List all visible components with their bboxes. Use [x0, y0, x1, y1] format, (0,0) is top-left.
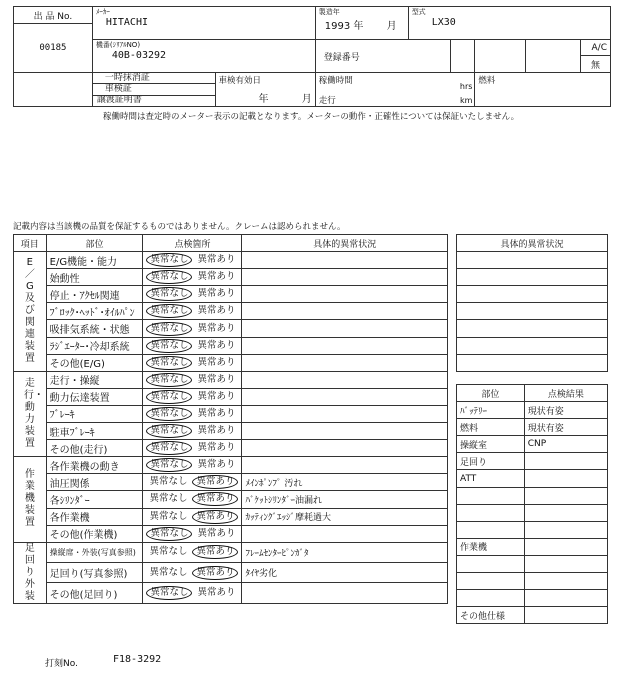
category-label: E／G及び関連装置	[24, 257, 35, 365]
table-row	[14, 286, 448, 303]
part-label: 各ｼﾘﾝﾀﾞｰ	[46, 491, 143, 508]
table-row	[14, 320, 448, 337]
fuel-label: 燃料	[478, 76, 496, 86]
table-row	[14, 371, 448, 388]
part-label: 動力伝達装置	[46, 388, 143, 405]
detail-text	[242, 252, 448, 269]
status-normal: 異常なし	[146, 441, 192, 455]
status-abnormal: 異常あり	[197, 459, 236, 471]
distance-label: 走行	[318, 96, 336, 106]
category-label: 作業機装置	[24, 469, 35, 529]
result-value	[524, 521, 607, 538]
table-row	[14, 440, 448, 457]
part-label: 始動性	[46, 269, 143, 286]
result-row	[457, 573, 608, 590]
check-status	[143, 286, 242, 303]
maker-label: ﾒｰｶｰ	[95, 8, 110, 16]
detail-blank-cell	[457, 354, 608, 371]
month-unit: 月	[386, 21, 397, 32]
status-abnormal: 異常あり	[197, 254, 236, 266]
table-row	[14, 583, 448, 603]
status-abnormal: 異常あり	[197, 442, 236, 454]
detail-text	[242, 525, 448, 542]
status-abnormal: 異常あり	[192, 475, 238, 489]
ac-value: 無	[580, 56, 610, 73]
hours-unit: hrs	[459, 82, 473, 91]
detail-text	[242, 320, 448, 337]
result-part	[457, 504, 525, 521]
status-abnormal: 異常あり	[197, 587, 236, 599]
serial-value: 40B-03292	[111, 50, 167, 61]
detail-text	[242, 354, 448, 371]
table-row	[14, 388, 448, 405]
check-status	[143, 525, 242, 542]
detail-blank-cell	[457, 286, 608, 303]
result-value	[524, 607, 607, 624]
table-row	[14, 525, 448, 542]
part-label: 足回り(写真参照)	[46, 563, 143, 583]
table-row	[14, 405, 448, 422]
inspection-month-unit: 月	[301, 94, 312, 105]
detail-blank-cell	[457, 252, 608, 269]
result-part: 足回り	[457, 453, 525, 470]
serial-label: 機番(ｼﾘｱﾙNO)	[95, 41, 141, 49]
result-value	[524, 487, 607, 504]
part-label: その他(作業機)	[46, 525, 143, 542]
reg-number-label: 登録番号	[315, 40, 451, 73]
status-abnormal: 異常あり	[192, 510, 238, 524]
detail-text	[242, 269, 448, 286]
check-status	[143, 320, 242, 337]
right-detail-table	[456, 234, 608, 372]
result-row	[457, 487, 608, 504]
result-row	[457, 555, 608, 572]
status-normal: 異常なし	[146, 253, 192, 267]
note-disclaimer: 記載内容は当該機の品質を保証するものではありません。クレームは認められません。	[13, 222, 346, 232]
table-row	[14, 474, 448, 491]
result-row	[457, 470, 608, 487]
inspection-table	[13, 234, 448, 604]
model-label: 型式	[411, 8, 426, 16]
part-label: その他(E/G)	[46, 354, 143, 371]
result-value	[524, 470, 607, 487]
cert-vehicle-label: 車検証	[92, 84, 215, 95]
inspection-date-label: 車検有効日	[218, 76, 262, 86]
status-abnormal: 異常あり	[192, 545, 238, 559]
result-part: ATT	[457, 470, 525, 487]
category-cell	[14, 252, 47, 372]
result-part: ﾊﾞｯﾃﾘｰ	[457, 402, 525, 419]
status-normal: 異常なし	[146, 304, 192, 318]
check-status	[143, 252, 242, 269]
detail-text	[242, 303, 448, 320]
part-label: ﾌﾞﾛｯｸ･ﾍｯﾄﾞ･ｵｲﾙﾊﾟﾝ	[46, 303, 143, 320]
check-status	[143, 440, 242, 457]
result-part	[457, 555, 525, 572]
table-row	[14, 252, 448, 269]
check-status	[143, 423, 242, 440]
status-abnormal: 異常あり	[197, 339, 236, 351]
detail-blank-cell	[457, 303, 608, 320]
table-row	[14, 563, 448, 583]
cert-transfer-label: 譲渡証明書	[92, 95, 215, 106]
result-row	[457, 504, 608, 521]
status-normal: 異常なし	[149, 510, 188, 522]
note-hours: 稼働時間は査定時のメーター表示の記載となります。メーターの動作・正確性については保証いたしません。	[103, 112, 520, 122]
detail-text: ｶｯﾃｨﾝｸﾞｴｯｼﾞ摩耗過大	[242, 508, 448, 525]
detail-blank-cell	[457, 269, 608, 286]
year-label: 製造年	[318, 8, 340, 16]
part-label: 走行・操縦	[46, 371, 143, 388]
category-cell	[14, 371, 47, 456]
check-status	[143, 371, 242, 388]
model-value: LX30	[431, 17, 456, 28]
check-status	[143, 269, 242, 286]
category-cell	[14, 542, 47, 603]
status-normal: 異常なし	[149, 493, 188, 505]
check-status	[143, 337, 242, 354]
status-normal: 異常なし	[146, 586, 192, 600]
check-status	[143, 354, 242, 371]
part-label: 駐車ﾌﾞﾚｰｷ	[46, 423, 143, 440]
result-header-part: 部位	[457, 385, 525, 402]
table-row	[14, 491, 448, 508]
table-row	[14, 542, 448, 562]
check-status	[143, 457, 242, 474]
detail-text: ﾌﾚｰﾑｾﾝﾀｰﾋﾟﾝｶﾞﾀ	[242, 542, 448, 562]
status-abnormal: 異常あり	[197, 407, 236, 419]
year-value: 1993	[324, 21, 351, 32]
table-row	[14, 423, 448, 440]
inspection-year-unit: 年	[258, 94, 269, 105]
status-abnormal: 異常あり	[197, 305, 236, 317]
result-part	[457, 573, 525, 590]
part-label: 各作業機	[46, 508, 143, 525]
status-abnormal: 異常あり	[197, 288, 236, 300]
status-normal: 異常なし	[146, 458, 192, 472]
status-normal: 異常なし	[146, 407, 192, 421]
status-normal: 異常なし	[149, 546, 188, 558]
result-row	[457, 607, 608, 624]
table-row	[14, 269, 448, 286]
detail-text	[242, 405, 448, 422]
result-value	[524, 590, 607, 607]
maker-value: HITACHI	[105, 17, 148, 28]
result-part: 操縦室	[457, 436, 525, 453]
status-abnormal: 異常あり	[197, 425, 236, 437]
result-part	[457, 521, 525, 538]
status-normal: 異常なし	[146, 356, 192, 370]
result-part: その他仕様	[457, 607, 525, 624]
detail-text	[242, 583, 448, 603]
category-label: 足回り外装	[24, 542, 35, 602]
status-normal: 異常なし	[146, 424, 192, 438]
check-status	[143, 388, 242, 405]
result-header-result: 点検結果	[524, 385, 607, 402]
status-abnormal: 異常あり	[197, 390, 236, 402]
col-header-part: 部位	[46, 235, 143, 252]
col-header-check: 点検箇所	[143, 235, 242, 252]
check-status	[143, 491, 242, 508]
status-normal: 異常なし	[146, 527, 192, 541]
table-row	[14, 457, 448, 474]
check-status	[143, 303, 242, 320]
status-abnormal: 異常あり	[197, 373, 236, 385]
result-row	[457, 419, 608, 436]
part-label: ﾌﾞﾚｰｷ	[46, 405, 143, 422]
detail-text: ﾊﾞｹｯﾄｼﾘﾝﾀﾞｰ油漏れ	[242, 491, 448, 508]
result-row	[457, 453, 608, 470]
detail-text	[242, 337, 448, 354]
status-normal: 異常なし	[146, 322, 192, 336]
status-normal: 異常なし	[146, 373, 192, 387]
part-label: ﾗｼﾞｴｰﾀｰ･冷却系統	[46, 337, 143, 354]
check-status	[143, 474, 242, 491]
ac-label: A/C	[580, 40, 610, 56]
result-value	[524, 453, 607, 470]
result-part	[457, 487, 525, 504]
lot-number: 00185	[14, 24, 93, 73]
table-row	[14, 354, 448, 371]
status-abnormal: 異常あり	[197, 356, 236, 368]
check-status	[143, 508, 242, 525]
detail-blank-cell	[457, 337, 608, 354]
right-detail-header: 具体的異常状況	[457, 235, 608, 252]
result-value	[524, 573, 607, 590]
result-value: 現状有姿	[524, 402, 607, 419]
detail-text	[242, 388, 448, 405]
status-abnormal: 異常あり	[192, 492, 238, 506]
result-part: 燃料	[457, 419, 525, 436]
category-cell	[14, 457, 47, 542]
detail-text: ﾀｲﾔ劣化	[242, 563, 448, 583]
part-label: 操縦席・外装(写真参照)	[46, 542, 143, 562]
part-label: 停止・ｱｸｾﾙ関連	[46, 286, 143, 303]
result-value	[524, 504, 607, 521]
result-value: CNP	[524, 436, 607, 453]
part-label: 吸排気系統・状態	[46, 320, 143, 337]
table-row	[14, 337, 448, 354]
stamp-value: F18-3292	[113, 654, 162, 665]
result-row	[457, 436, 608, 453]
hours-label: 稼働時間	[318, 76, 353, 86]
part-label: E/G機能・能力	[46, 252, 143, 269]
cert-temp-label: 一時抹消証	[92, 73, 215, 84]
category-label: 走行・動力装置	[23, 377, 44, 449]
year-unit: 年	[353, 21, 364, 32]
stamp-label: 打刻No.	[45, 659, 78, 669]
status-normal: 異常なし	[146, 270, 192, 284]
status-normal: 異常なし	[146, 287, 192, 301]
result-value	[524, 538, 607, 555]
result-part: 作業機	[457, 538, 525, 555]
result-part	[457, 590, 525, 607]
detail-text	[242, 457, 448, 474]
detail-text	[242, 286, 448, 303]
status-abnormal: 異常あり	[192, 566, 238, 580]
status-normal: 異常なし	[146, 390, 192, 404]
status-normal: 異常なし	[149, 566, 188, 578]
result-row	[457, 538, 608, 555]
distance-unit: km	[459, 96, 473, 105]
header-table	[13, 6, 611, 107]
detail-text	[242, 423, 448, 440]
status-abnormal: 異常あり	[197, 322, 236, 334]
check-status	[143, 583, 242, 603]
check-status	[143, 542, 242, 562]
part-label: その他(足回り)	[46, 583, 143, 603]
result-table	[456, 384, 608, 624]
detail-blank-cell	[457, 320, 608, 337]
table-row	[14, 303, 448, 320]
col-header-detail: 具体的異常状況	[242, 235, 448, 252]
status-normal: 異常なし	[146, 339, 192, 353]
result-row	[457, 521, 608, 538]
table-row	[14, 508, 448, 525]
detail-text	[242, 440, 448, 457]
part-label: その他(走行)	[46, 440, 143, 457]
result-row	[457, 402, 608, 419]
col-header-item: 項目	[14, 235, 47, 252]
check-status	[143, 563, 242, 583]
result-value: 現状有姿	[524, 419, 607, 436]
detail-text: ﾒｲﾝﾎﾟﾝﾌﾟ 汚れ	[242, 474, 448, 491]
check-status	[143, 405, 242, 422]
result-value	[524, 555, 607, 572]
part-label: 油圧関係	[46, 474, 143, 491]
status-abnormal: 異常あり	[197, 271, 236, 283]
lot-label: 出 品 No.	[14, 7, 93, 24]
status-abnormal: 異常あり	[197, 527, 236, 539]
result-row	[457, 590, 608, 607]
detail-text	[242, 371, 448, 388]
part-label: 各作業機の動き	[46, 457, 143, 474]
status-normal: 異常なし	[149, 476, 188, 488]
